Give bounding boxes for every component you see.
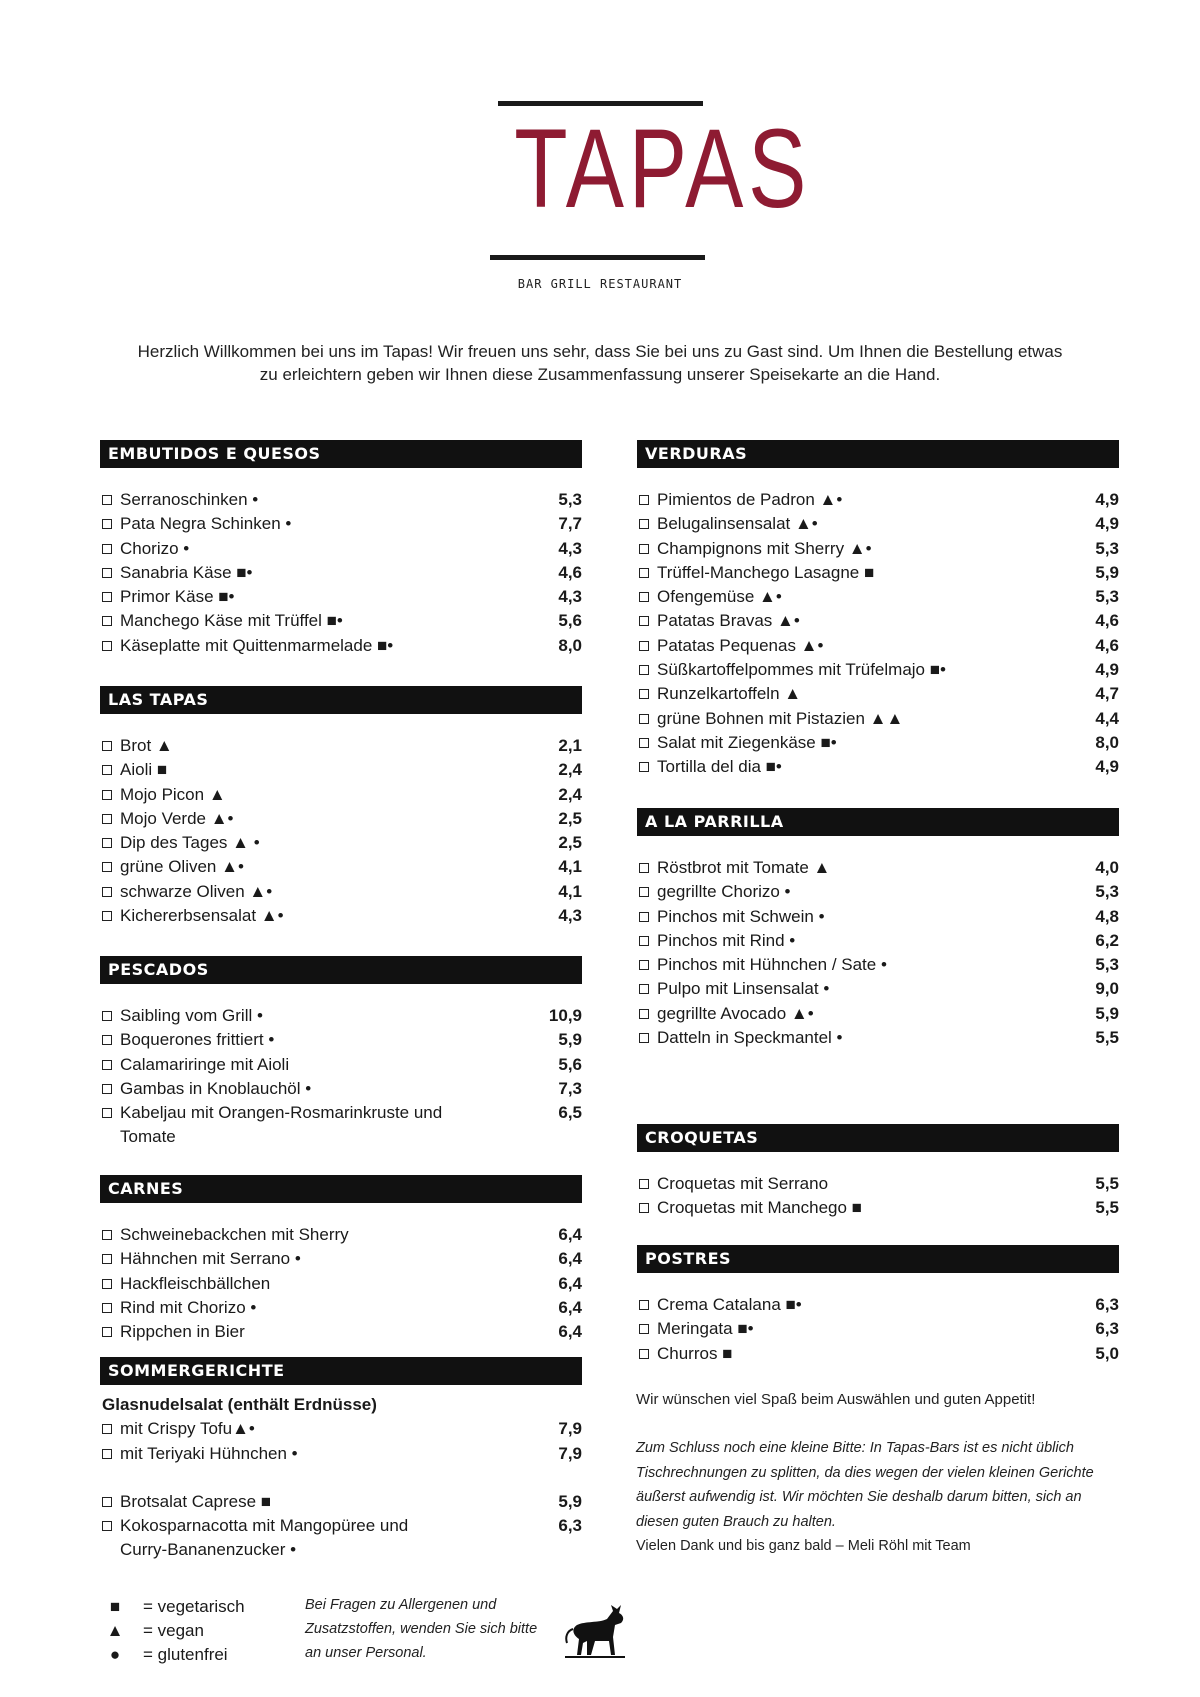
checkbox[interactable] (102, 814, 112, 824)
legend-row-vegan (105, 1619, 285, 1643)
section-pescados (100, 956, 582, 1150)
legend-row-vegetarian (105, 1595, 285, 1619)
menu-item-name: Dip des Tages ▲ • (120, 833, 260, 853)
vegetarian-icon: ■ (109, 1597, 121, 1616)
checkbox[interactable] (102, 641, 112, 651)
menu-item[interactable] (100, 1490, 582, 1514)
section-header: SOMMERGERICHTE (100, 1357, 582, 1385)
checkbox[interactable] (102, 1424, 112, 1434)
menu-item-name: Pinchos mit Rind • (657, 930, 796, 950)
menu-item-price: 8,0 (1095, 732, 1119, 752)
menu-item-name: Patatas Pequenas ▲• (657, 635, 824, 655)
menu-item-price: 6,3 (558, 1516, 582, 1536)
checkbox[interactable] (102, 1521, 112, 1531)
checkbox[interactable] (102, 741, 112, 751)
menu-item-price: 2,1 (558, 736, 582, 755)
menu-item-name: Süßkartoffelpommes mit Trüfelmajo ■• (657, 660, 946, 680)
menu-item-name: Saibling vom Grill • (120, 1006, 263, 1025)
menu-item-price: 2,5 (558, 808, 582, 828)
menu-item-price: 4,8 (1095, 906, 1119, 926)
menu-item-price: 5,6 (558, 1054, 582, 1074)
checkbox[interactable] (639, 738, 649, 748)
menu-item-price: 4,3 (558, 538, 582, 558)
menu-item-name: Gambas in Knoblauchöl • (120, 1078, 312, 1098)
legend (105, 1595, 285, 1667)
menu-item-price: 4,6 (1095, 635, 1119, 655)
menu-item-name: Salat mit Ziegenkäse ■• (657, 732, 837, 752)
menu-item-price: 4,9 (1095, 757, 1119, 777)
menu-item-price: 4,3 (558, 906, 582, 926)
checkbox[interactable] (639, 544, 649, 554)
section-croquetas (637, 1124, 1119, 1221)
checkbox[interactable] (639, 714, 649, 724)
checkbox[interactable] (102, 1084, 112, 1094)
checkbox[interactable] (639, 568, 649, 578)
checkbox[interactable] (102, 1303, 112, 1313)
menu-item-name: mit Crispy Tofu▲• (120, 1419, 255, 1439)
menu-item[interactable] (637, 488, 1119, 512)
menu-item[interactable] (637, 905, 1119, 929)
menu-item-name: Mojo Picon ▲ (120, 784, 226, 804)
menu-item[interactable] (100, 1101, 582, 1150)
menu-item-name: Ofengemüse ▲• (657, 587, 782, 607)
menu-item[interactable] (100, 1247, 582, 1271)
menu-item[interactable] (100, 585, 582, 609)
menu-item-price: 4,9 (1095, 660, 1119, 680)
menu-item[interactable] (100, 880, 582, 904)
checkbox[interactable] (639, 1349, 649, 1359)
checkbox[interactable] (102, 592, 112, 602)
menu-item-price: 4,1 (558, 881, 582, 901)
menu-item-price: 6,4 (558, 1297, 582, 1317)
checkbox[interactable] (639, 1179, 649, 1189)
menu-item-price: 7,9 (558, 1419, 582, 1439)
menu-item-price: 4,7 (1095, 684, 1119, 704)
menu-item-price: 7,3 (558, 1078, 582, 1098)
menu-item-price: 5,3 (1095, 955, 1119, 975)
menu-item[interactable] (100, 1004, 582, 1028)
checkbox[interactable] (639, 1009, 649, 1019)
spacer (100, 1466, 582, 1490)
menu-list (637, 1172, 1119, 1221)
menu-item[interactable] (637, 1172, 1119, 1196)
signoff-text: Vielen Dank und bis ganz bald – Meli Röhl mit Team (636, 1538, 971, 1554)
menu-item-name: Rippchen in Bier (120, 1322, 245, 1342)
menu-list (100, 1004, 582, 1150)
subsection-title (100, 1393, 582, 1417)
menu-item[interactable] (637, 1293, 1119, 1317)
menu-list (100, 1223, 582, 1344)
menu-item-name: Croquetas mit Manchego ■ (657, 1198, 862, 1218)
menu-item-price: 5,5 (1095, 1174, 1119, 1193)
menu-item[interactable] (100, 609, 582, 633)
menu-list (100, 1393, 582, 1563)
menu-item-name: Primor Käse ■• (120, 587, 235, 607)
menu-item-price: 4,4 (1095, 708, 1119, 728)
closing-text: Wir wünschen viel Spaß beim Auswählen und guten Appetit! (636, 1391, 1036, 1408)
menu-item-price: 7,9 (558, 1443, 582, 1463)
checkbox[interactable] (102, 1011, 112, 1021)
menu-item-name: Hackfleischbällchen (120, 1273, 271, 1293)
menu-item[interactable] (100, 1514, 582, 1563)
menu-item-price: 6,4 (558, 1273, 582, 1293)
vegan-icon: ▲ (106, 1621, 124, 1640)
checkbox[interactable] (102, 495, 112, 505)
menu-item-price: 4,6 (558, 562, 582, 582)
section-sommergerichte (100, 1357, 582, 1563)
checkbox[interactable] (639, 689, 649, 699)
menu-item[interactable] (100, 1442, 582, 1466)
menu-item[interactable] (637, 634, 1119, 658)
menu-item-price: 5,9 (558, 1491, 582, 1511)
menu-item-name: Pinchos mit Hühnchen / Sate • (657, 955, 887, 975)
checkbox[interactable] (639, 863, 649, 873)
menu-item-price: 5,9 (1095, 562, 1119, 582)
menu-item[interactable] (100, 537, 582, 561)
menu-item-name: Pinchos mit Schwein • (657, 906, 825, 926)
menu-item[interactable] (100, 488, 582, 512)
menu-item-name: Chorizo • (120, 538, 190, 558)
checkbox[interactable] (639, 1033, 649, 1043)
menu-item-price: 6,3 (1095, 1319, 1119, 1339)
checkbox[interactable] (102, 568, 112, 578)
menu-item[interactable] (100, 758, 582, 782)
checkbox[interactable] (102, 1035, 112, 1045)
checkbox[interactable] (639, 616, 649, 626)
menu-item-name: grüne Oliven ▲• (120, 857, 244, 877)
section-verduras (637, 440, 1119, 780)
menu-item-name: Sanabria Käse ■• (120, 562, 253, 582)
menu-item-price: 6,2 (1095, 930, 1119, 950)
menu-item-price: 5,3 (1095, 587, 1119, 607)
menu-list (637, 856, 1119, 1050)
section-header: A LA PARRILLA (637, 808, 1119, 836)
menu-item-price: 4,0 (1095, 858, 1119, 877)
menu-item-price: 6,4 (558, 1249, 582, 1269)
checkbox[interactable] (102, 1327, 112, 1337)
menu-item-name: Kichererbsensalat ▲• (120, 906, 284, 926)
menu-list (637, 1293, 1119, 1366)
menu-item-name: Tortilla del dia ■• (657, 757, 782, 777)
menu-item-price: 5,3 (1095, 538, 1119, 558)
menu-item[interactable] (100, 1053, 582, 1077)
menu-list (100, 734, 582, 928)
menu-item-price: 6,4 (558, 1225, 582, 1244)
menu-item-name: Champignons mit Sherry ▲• (657, 538, 872, 558)
menu-item[interactable] (100, 734, 582, 758)
checkbox[interactable] (102, 790, 112, 800)
menu-item-name: gegrillte Avocado ▲• (657, 1003, 814, 1023)
allergy-note: Bei Fragen zu Allergenen und Zusatzstoffen, wenden Sie sich bitte an unser Personal. (305, 1597, 538, 1661)
menu-item-name: Schweinebackchen mit Sherry (120, 1225, 349, 1244)
menu-item-price: 4,9 (1095, 490, 1119, 509)
section-header: EMBUTIDOS E QUESOS (100, 440, 582, 468)
section-header: POSTRES (637, 1245, 1119, 1273)
menu-item-price: 7,7 (558, 514, 582, 534)
legend-label: = vegetarisch (143, 1597, 245, 1616)
section-header: VERDURAS (637, 440, 1119, 468)
checkbox[interactable] (102, 838, 112, 848)
checkbox[interactable] (639, 936, 649, 946)
menu-item-name: Meringata ■• (657, 1319, 754, 1339)
menu-item-name: Runzelkartoffeln ▲ (657, 684, 802, 704)
bull-icon (555, 1595, 635, 1665)
menu-item-price: 4,3 (558, 587, 582, 607)
checkbox[interactable] (102, 519, 112, 529)
legend-label: = vegan (143, 1621, 204, 1640)
menu-item-price: 6,4 (558, 1322, 582, 1342)
section-embutidos (100, 440, 582, 658)
menu-item[interactable] (100, 1028, 582, 1052)
checkbox[interactable] (639, 495, 649, 505)
menu-item-name: Boquerones frittiert • (120, 1030, 275, 1050)
menu-item-name: Kokosparnacotta mit Mangopüree und Curry-Bananenzucker • (120, 1516, 409, 1560)
menu-item[interactable] (637, 856, 1119, 880)
menu-item-price: 5,6 (558, 611, 582, 631)
bill-note-text: Zum Schluss noch eine kleine Bitte: In Tapas-Bars ist es nicht üblich Tischrechnungen zu splitten, da dies wegen der vielen kleinen Gerichte äußerst aufwendig ist. Wir möchten Sie deshalb darum bitten, sich an diesen guten Brauch zu halten. (636, 1440, 1094, 1530)
menu-item[interactable] (100, 561, 582, 585)
menu-item[interactable] (100, 512, 582, 536)
checkbox[interactable] (639, 1324, 649, 1334)
menu-item[interactable] (100, 634, 582, 658)
menu-item[interactable] (637, 1026, 1119, 1050)
section-header: CROQUETAS (637, 1124, 1119, 1152)
menu-item-name: gegrillte Chorizo • (657, 882, 791, 902)
menu-item-price: 5,0 (1095, 1343, 1119, 1363)
menu-item[interactable] (637, 561, 1119, 585)
menu-item[interactable] (100, 1223, 582, 1247)
menu-item-name: Croquetas mit Serrano (657, 1174, 829, 1193)
menu-item-name: mit Teriyaki Hühnchen • (120, 1443, 298, 1463)
section-header: PESCADOS (100, 956, 582, 984)
menu-item-price: 10,9 (548, 1006, 582, 1025)
intro-text: Herzlich Willkommen bei uns im Tapas! Wir freuen uns sehr, dass Sie bei uns zu Gast sind. Um Ihnen die Bestellung etwas zu erleichtern geben wir Ihnen diese Zusammenfassung unserer Speisekarte an die Hand. (137, 342, 1063, 384)
menu-item-price: 2,4 (558, 784, 582, 804)
menu-item-name: Serranoschinken • (120, 490, 259, 509)
menu-item-name: Röstbrot mit Tomate ▲ (657, 858, 831, 877)
menu-item-name: Pulpo mit Linsensalat • (657, 979, 830, 999)
menu-item-price: 5,3 (1095, 882, 1119, 902)
menu-item-name: Brotsalat Caprese ■ (120, 1491, 272, 1511)
menu-item[interactable] (637, 1317, 1119, 1341)
menu-item-price: 6,3 (1095, 1295, 1119, 1314)
menu-item-name: Churros ■ (657, 1343, 733, 1363)
menu-item[interactable] (100, 855, 582, 879)
checkbox[interactable] (102, 887, 112, 897)
section-header: LAS TAPAS (100, 686, 582, 714)
menu-item-name: Mojo Verde ▲• (120, 808, 234, 828)
menu-item-name: Calamariringe mit Aioli (120, 1054, 290, 1074)
menu-item-price: 5,3 (558, 490, 582, 509)
bill-note (636, 1436, 1126, 1559)
menu-item-price: 5,5 (1095, 1198, 1119, 1218)
menu-item[interactable] (100, 1320, 582, 1344)
menu-item-name: Aioli ■ (120, 760, 168, 780)
menu-list (637, 488, 1119, 780)
menu-item[interactable] (637, 755, 1119, 779)
menu-item-name: Manchego Käse mit Trüffel ■• (120, 611, 343, 631)
menu-item[interactable] (637, 512, 1119, 536)
menu-item-name: Pata Negra Schinken • (120, 514, 292, 534)
menu-item-name: Datteln in Speckmantel • (657, 1028, 843, 1048)
menu-item-name: Patatas Bravas ▲• (657, 611, 800, 631)
menu-item[interactable] (637, 1196, 1119, 1220)
checkbox[interactable] (639, 1203, 649, 1213)
menu-item[interactable] (100, 1077, 582, 1101)
menu-item-name: Rind mit Chorizo • (120, 1297, 257, 1317)
checkbox[interactable] (639, 887, 649, 897)
menu-item[interactable] (637, 953, 1119, 977)
menu-item-price: 5,9 (1095, 1003, 1119, 1023)
menu-item[interactable] (637, 929, 1119, 953)
menu-item[interactable] (637, 658, 1119, 682)
menu-item[interactable] (637, 609, 1119, 633)
checkbox[interactable] (639, 762, 649, 772)
checkbox[interactable] (102, 862, 112, 872)
menu-item-price: 4,6 (1095, 611, 1119, 631)
menu-item[interactable] (637, 707, 1119, 731)
logo-bottom-bar (490, 255, 705, 260)
checkbox[interactable] (102, 1230, 112, 1240)
section-parrilla (637, 808, 1119, 1050)
section-header: CARNES (100, 1175, 582, 1203)
checkbox[interactable] (639, 641, 649, 651)
checkbox[interactable] (102, 1449, 112, 1459)
checkbox[interactable] (639, 960, 649, 970)
menu-item-name: Trüffel-Manchego Lasagne ■ (657, 562, 875, 582)
menu-item-price: 5,5 (1095, 1028, 1119, 1048)
menu-item[interactable] (100, 807, 582, 831)
checkbox[interactable] (639, 984, 649, 994)
menu-item[interactable] (637, 880, 1119, 904)
menu-item-name: grüne Bohnen mit Pistazien ▲▲ (657, 708, 904, 728)
menu-item[interactable] (100, 904, 582, 928)
menu-item[interactable] (637, 731, 1119, 755)
logo-subtitle: BAR GRILL RESTAURANT (517, 277, 683, 291)
menu-item[interactable] (100, 783, 582, 807)
checkbox[interactable] (102, 544, 112, 554)
menu-item-name: Hähnchen mit Serrano • (120, 1249, 301, 1269)
menu-item-name: Belugalinsensalat ▲• (657, 514, 818, 534)
menu-item-price: 8,0 (558, 635, 582, 655)
checkbox[interactable] (639, 665, 649, 675)
section-tapas (100, 686, 582, 928)
menu-item-name: Käseplatte mit Quittenmarmelade ■• (120, 635, 394, 655)
menu-item[interactable] (100, 1417, 582, 1441)
checkbox[interactable] (102, 1279, 112, 1289)
checkbox[interactable] (102, 1060, 112, 1070)
menu-item[interactable] (637, 1342, 1119, 1366)
menu-item-name: Crema Catalana ■• (657, 1295, 802, 1314)
checkbox[interactable] (639, 519, 649, 529)
menu-item[interactable] (637, 977, 1119, 1001)
checkbox[interactable] (102, 1497, 112, 1507)
checkbox[interactable] (639, 912, 649, 922)
menu-item-name: schwarze Oliven ▲• (120, 881, 273, 901)
checkbox[interactable] (102, 1254, 112, 1264)
legend-label: = glutenfrei (143, 1645, 228, 1664)
menu-item-price: 6,5 (558, 1103, 582, 1123)
menu-item[interactable] (637, 1002, 1119, 1026)
checkbox[interactable] (639, 592, 649, 602)
section-postres (637, 1245, 1119, 1366)
menu-item[interactable] (100, 831, 582, 855)
logo (490, 95, 812, 305)
glutenfree-icon: ● (109, 1645, 121, 1664)
checkbox[interactable] (102, 616, 112, 626)
menu-item[interactable] (100, 1296, 582, 1320)
checkbox[interactable] (102, 1108, 112, 1118)
menu-item-price: 2,4 (558, 760, 582, 780)
menu-item-name: Kabeljau mit Orangen-Rosmarinkruste und Tomate (120, 1103, 443, 1147)
menu-item-name: Pimientos de Padron ▲• (657, 490, 843, 509)
menu-list (100, 488, 582, 658)
menu-item[interactable] (637, 537, 1119, 561)
menu-item[interactable] (637, 682, 1119, 706)
logo-wordmark: TAPAS (514, 106, 812, 231)
menu-item-price: 2,5 (558, 833, 582, 853)
menu-item-name: Brot ▲ (120, 736, 173, 755)
menu-item[interactable] (637, 585, 1119, 609)
menu-item-price: 9,0 (1095, 979, 1119, 999)
menu-item-price: 4,1 (558, 857, 582, 877)
section-carnes (100, 1175, 582, 1344)
checkbox[interactable] (639, 1300, 649, 1310)
menu-item-price: 4,9 (1095, 514, 1119, 534)
subsection-title-text: Glasnudelsalat (enthält Erdnüsse) (102, 1395, 377, 1414)
menu-item[interactable] (100, 1272, 582, 1296)
checkbox[interactable] (102, 911, 112, 921)
checkbox[interactable] (102, 765, 112, 775)
menu-item-price: 5,9 (558, 1030, 582, 1050)
legend-row-glutenfree (105, 1643, 285, 1667)
